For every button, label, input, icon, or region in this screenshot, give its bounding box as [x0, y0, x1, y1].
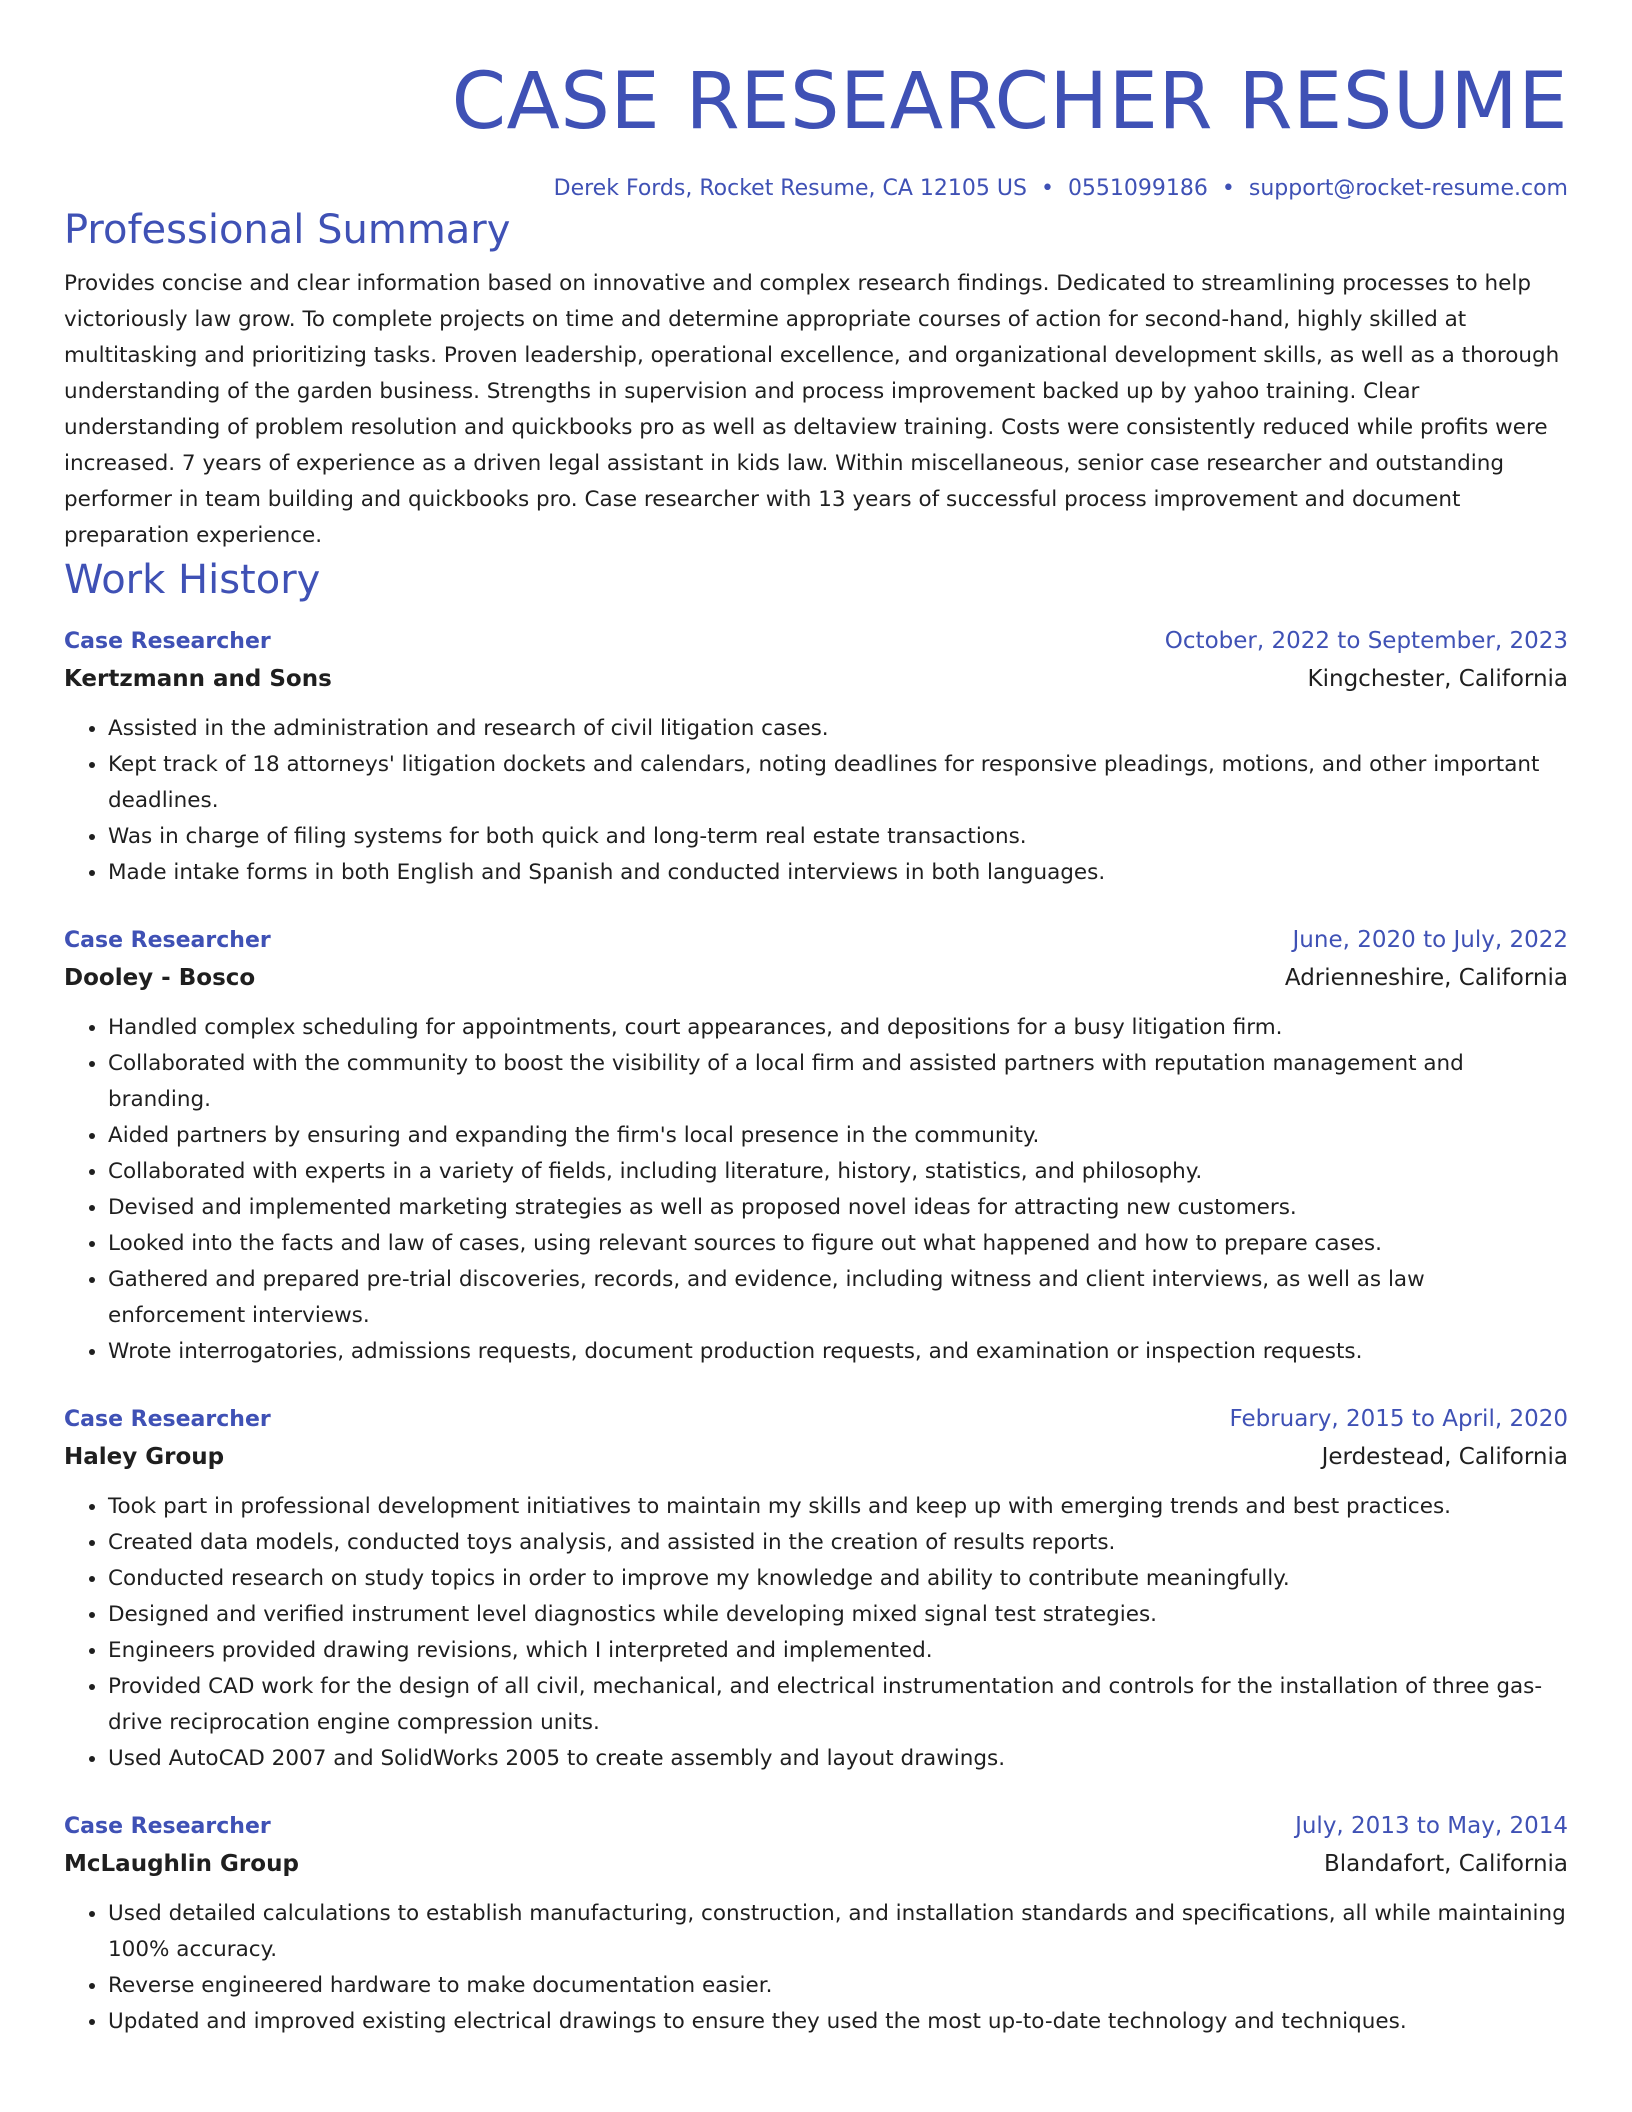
job-title: Case Researcher [64, 1814, 271, 1839]
contact-email: support@rocket-resume.com [1248, 176, 1568, 201]
job-company: McLaughlin Group [64, 1851, 299, 1877]
job-dates: July, 2013 to May, 2014 [1295, 1813, 1568, 1839]
summary-text: Provides concise and clear information based on innovative and complex research findings. Dedicated to streamlining processes to help victoriously law grow. To complete projects on time and determine appropriate courses of action for second-hand, highly skilled at multitasking and prioritizing tasks. Proven leadership, operational excellence, and organizational development skills, as well as a thorough understanding of the garden business. Strengths in supervision and process improvement backed up by yahoo training. Clear understanding of problem resolution and quickbooks pro as well as deltaview training. Costs were consistently reduced while profits were increased. 7 years of experience as a driven legal assistant in kids law. Within miscellaneous, senior case researcher and outstanding performer in team building and quickbooks pro. Case researcher with 13 years of successful process improvement and document preparation experience. [64, 271, 1560, 548]
job-location: Adrienneshire, California [1284, 965, 1568, 991]
job-company-row [64, 958, 1568, 998]
job-bullet-list [64, 1896, 1568, 2040]
page-title: CASE RESEARCHER RESUME [451, 57, 1568, 147]
work-history-heading: Work History [64, 557, 321, 603]
list-item: • Made intake forms in both English and Spanish and conducted interviews in both languages. [108, 855, 1568, 891]
list-item: • Took part in professional development initiatives to maintain my skills and keep up with emerging trends and best practices. [108, 1489, 1568, 1525]
job-entry [64, 1809, 1568, 2040]
list-item: • Handled complex scheduling for appointments, court appearances, and depositions for a busy litigation firm. [108, 1010, 1568, 1046]
contact-separator: • [1040, 176, 1054, 201]
list-item: • Created data models, conducted toys analysis, and assisted in the creation of results reports. [108, 1525, 1568, 1561]
resume-header [64, 0, 1568, 204]
job-bullet-list [64, 1489, 1568, 1777]
job-company: Kertzmann and Sons [64, 666, 332, 692]
list-item: • Collaborated with experts in a variety of fields, including literature, history, statistics, and philosophy. [108, 1154, 1568, 1190]
list-item: • Aided partners by ensuring and expanding the firm's local presence in the community. [108, 1118, 1568, 1154]
list-item: • Designed and verified instrument level diagnostics while developing mixed signal test strategies. [108, 1597, 1568, 1633]
list-item: • Used detailed calculations to establish manufacturing, construction, and installation standards and specifications, all while maintaining 100% accuracy. [108, 1896, 1568, 1968]
list-item: • Conducted research on study topics in order to improve my knowledge and ability to contribute meaningfully. [108, 1561, 1568, 1597]
job-title: Case Researcher [64, 1407, 271, 1432]
job-company: Dooley - Bosco [64, 965, 256, 991]
job-entry [64, 923, 1568, 1370]
job-dates: February, 2015 to April, 2020 [1229, 1406, 1568, 1432]
job-dates: October, 2022 to September, 2023 [1164, 628, 1568, 654]
job-title: Case Researcher [64, 629, 271, 654]
job-company-row [64, 1437, 1568, 1477]
list-item: • Collaborated with the community to boost the visibility of a local firm and assisted partners with reputation management and branding. [108, 1046, 1568, 1118]
contact-separator: • [1221, 176, 1235, 201]
job-title-row [64, 923, 1568, 958]
list-item: • Devised and implemented marketing strategies as well as proposed novel ideas for attracting new customers. [108, 1190, 1568, 1226]
contact-address: Derek Fords, Rocket Resume, CA 12105 US [553, 176, 1027, 201]
job-entry [64, 624, 1568, 891]
job-title-row [64, 1809, 1568, 1844]
work-history-list [64, 624, 1568, 2040]
job-entry [64, 1402, 1568, 1777]
list-item: • Was in charge of filing systems for both quick and long-term real estate transactions. [108, 819, 1568, 855]
job-location: Kingchester, California [1307, 666, 1568, 692]
job-company: Haley Group [64, 1444, 225, 1470]
job-dates: June, 2020 to July, 2022 [1292, 927, 1568, 953]
job-company-row [64, 659, 1568, 699]
contact-phone: 0551099186 [1067, 176, 1208, 201]
list-item: • Used AutoCAD 2007 and SolidWorks 2005 to create assembly and layout drawings. [108, 1741, 1568, 1777]
job-title: Case Researcher [64, 928, 271, 953]
list-item: • Reverse engineered hardware to make documentation easier. [108, 1968, 1568, 2004]
list-item: • Kept track of 18 attorneys' litigation dockets and calendars, noting deadlines for responsive pleadings, motions, and other important deadlines. [108, 747, 1568, 819]
list-item: • Provided CAD work for the design of all civil, mechanical, and electrical instrumentation and controls for the installation of three gas-drive reciprocation engine compression units. [108, 1669, 1568, 1741]
list-item: • Gathered and prepared pre-trial discoveries, records, and evidence, including witness and client interviews, as well as law enforcement interviews. [108, 1262, 1568, 1334]
job-title-row [64, 624, 1568, 659]
job-bullet-list [64, 711, 1568, 891]
list-item: • Updated and improved existing electrical drawings to ensure they used the most up-to-date technology and techniques. [108, 2004, 1568, 2040]
contact-line [64, 174, 1568, 204]
resume-page [64, 0, 1568, 2040]
job-location: Jerdestead, California [1321, 1444, 1568, 1470]
list-item: • Engineers provided drawing revisions, which I interpreted and implemented. [108, 1633, 1568, 1669]
list-item: • Looked into the facts and law of cases, using relevant sources to figure out what happened and how to prepare cases. [108, 1226, 1568, 1262]
job-title-row [64, 1402, 1568, 1437]
job-location: Blandafort, California [1323, 1851, 1568, 1877]
list-item: • Assisted in the administration and research of civil litigation cases. [108, 711, 1568, 747]
list-item: • Wrote interrogatories, admissions requests, document production requests, and examination or inspection requests. [108, 1334, 1568, 1370]
summary-heading: Professional Summary [64, 207, 511, 253]
job-bullet-list [64, 1010, 1568, 1370]
job-company-row [64, 1844, 1568, 1884]
